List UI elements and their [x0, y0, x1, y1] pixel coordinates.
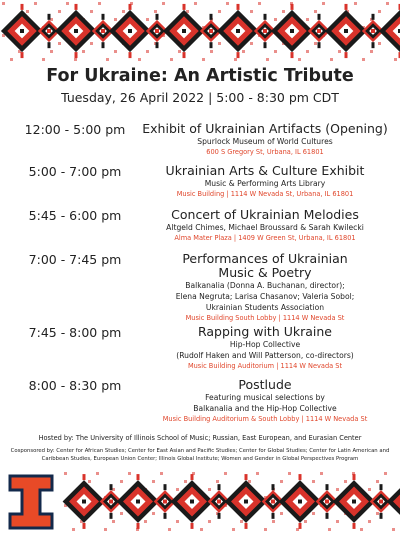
event-performers: Balkanalia and the Hip-Hop Collective — [193, 404, 337, 413]
event-title: Performances of Ukrainian — [182, 251, 348, 266]
event-time: 5:00 - 7:00 pm — [28, 164, 122, 179]
event-time: 5:45 - 6:00 pm — [28, 208, 122, 223]
event-details — [140, 325, 390, 372]
embroidery-border-top — [0, 0, 400, 62]
event-performers: Hip-Hop Collective — [229, 340, 301, 349]
event-location: Music Building South Lobby | 1114 W Nevada St — [185, 314, 345, 322]
event-title: Ukrainian Arts & Culture Exhibit — [165, 163, 365, 178]
event-time: 8:00 - 8:30 pm — [28, 378, 122, 393]
event-title: Rapping with Ukraine — [197, 324, 332, 339]
event-details — [140, 122, 390, 158]
event-performers: Altgeld Chimes, Michael Broussard & Sarah Kwilecki — [166, 223, 364, 232]
event-date: Tuesday, 26 April 2022 | 5:00 - 8:30 pm CDT — [61, 90, 339, 105]
event-performers: Elena Negruta; Larisa Chasanov; Valeria Sobol; — [175, 292, 355, 301]
block-i-logo — [8, 474, 54, 530]
page-title: For Ukraine: An Artistic Tribute — [46, 66, 354, 86]
event-details — [140, 252, 390, 324]
event-time: 7:45 - 8:00 pm — [28, 325, 122, 340]
embroidery-border-bottom — [62, 470, 400, 533]
event-time: 7:00 - 7:45 pm — [28, 252, 122, 267]
event-title: Music & Poetry — [218, 265, 312, 280]
event-location: Alma Mater Plaza | 1409 W Green St, Urbana, IL 61801 — [174, 234, 356, 242]
hosted-by: Hosted by: The University of Illinois School of Music; Russian, East European, and Eurasian Center — [38, 434, 362, 442]
event-details — [140, 164, 390, 200]
event-performers: Spurlock Museum of World Cultures — [197, 137, 333, 146]
event-title: Exhibit of Ukrainian Artifacts (Opening) — [142, 121, 388, 136]
event-location: Music Building Auditorium | 1114 W Nevada St — [187, 362, 343, 370]
event-performers: (Rudolf Haken and Will Patterson, co-directors) — [176, 351, 354, 360]
event-title: Postlude — [238, 377, 292, 392]
event-performers: Ukrainian Students Association — [205, 303, 325, 312]
event-details — [140, 378, 390, 425]
event-performers: Balkanalia (Donna A. Buchanan, director); — [185, 281, 345, 290]
event-location: Music Building | 1114 W Nevada St, Urbana, IL 61801 — [176, 190, 354, 198]
event-performers: Featuring musical selections by — [205, 393, 325, 402]
event-location: Music Building Auditorium & South Lobby | 1114 W Nevada St — [162, 415, 368, 423]
event-location: 600 S Gregory St, Urbana, IL 61801 — [206, 148, 324, 156]
event-details — [140, 208, 390, 244]
event-title: Concert of Ukrainian Melodies — [171, 207, 359, 222]
event-time: 12:00 - 5:00 pm — [24, 122, 126, 137]
cosponsors: Cosponsored by: Center for African Studies; Center for East Asian and Pacific Studies; Center for Global Studies; Center for Latin American and Caribbean Studies, European Union Center; Illinois Global Institute; Women and Gender in Global Perspectives Program — [10, 448, 390, 462]
event-performers: Music & Performing Arts Library — [204, 179, 326, 188]
